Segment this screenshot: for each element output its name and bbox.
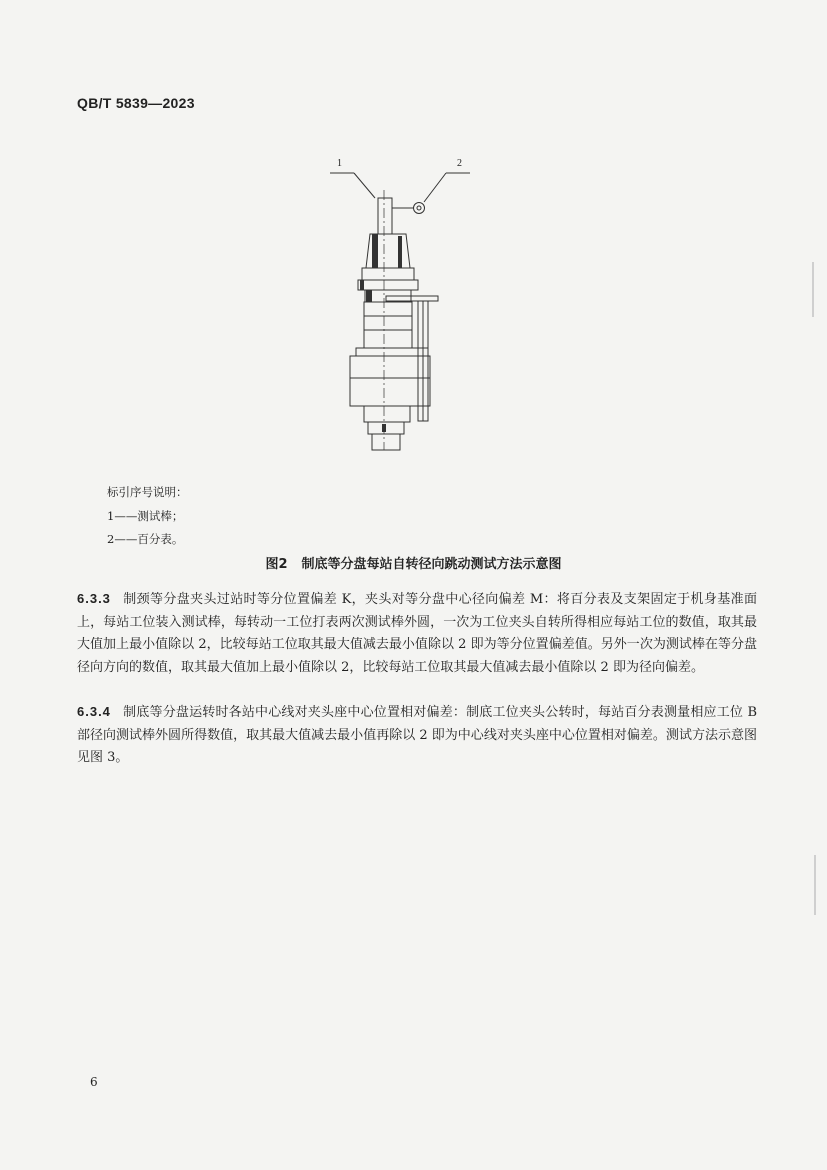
page-number: 6 bbox=[90, 1075, 98, 1089]
callout-1: 1 bbox=[337, 158, 342, 169]
legend-item: 2——百分表。 bbox=[107, 532, 184, 546]
legend-item: 1——测试棒； bbox=[107, 508, 184, 523]
clause-number: 6.3.4 bbox=[77, 704, 111, 719]
clause-number: 6.3.3 bbox=[77, 591, 111, 606]
figure-legend bbox=[107, 481, 188, 552]
scan-edge-mark bbox=[812, 262, 814, 317]
scan-edge-mark bbox=[814, 855, 816, 915]
clause-6-3-4 bbox=[77, 701, 757, 770]
test-setup-diagram bbox=[320, 150, 480, 460]
caption-number: 图2 bbox=[265, 557, 288, 572]
clause-text: 制底等分盘运转时各站中心线对夹头座中心位置相对偏差：制底工位夹头公转时，每站百分表测量相应工位 B 部径向测试棒外圆所得数值，取其最大值减去最小值再除以 2 即为中心线对夹头座中心位置相对偏差。测试方法示意图见图 3。 bbox=[77, 705, 757, 765]
caption-text: 制底等分盘每站自转径向跳动测试方法示意图 bbox=[301, 557, 562, 572]
legend-title: 标引序号说明： bbox=[107, 485, 188, 499]
clause-6-3-3 bbox=[77, 588, 757, 679]
callout-2: 2 bbox=[457, 158, 462, 169]
standard-code: QB/T 5839—2023 bbox=[77, 95, 195, 111]
clause-text: 制颈等分盘夹头过站时等分位置偏差 K，夹头对等分盘中心径向偏差 M：将百分表及支架固定于机身基准面上，每站工位装入测试棒，每转动一工位打表两次测试棒外圆，一次为工位夹头自转所得相应每站工位的数值，取其最大值加上最小值除以 2，比较每站工位取其最大值减去最小值除以 2 即为等分位置偏差值。另外一次为测试棒在等分盘径向方向的数值，取其最大值加上最小值除以 2，比较每站工位取其最大值减去最小值除以 2 即为径向偏差。 bbox=[77, 592, 757, 675]
figure-caption bbox=[0, 553, 827, 572]
